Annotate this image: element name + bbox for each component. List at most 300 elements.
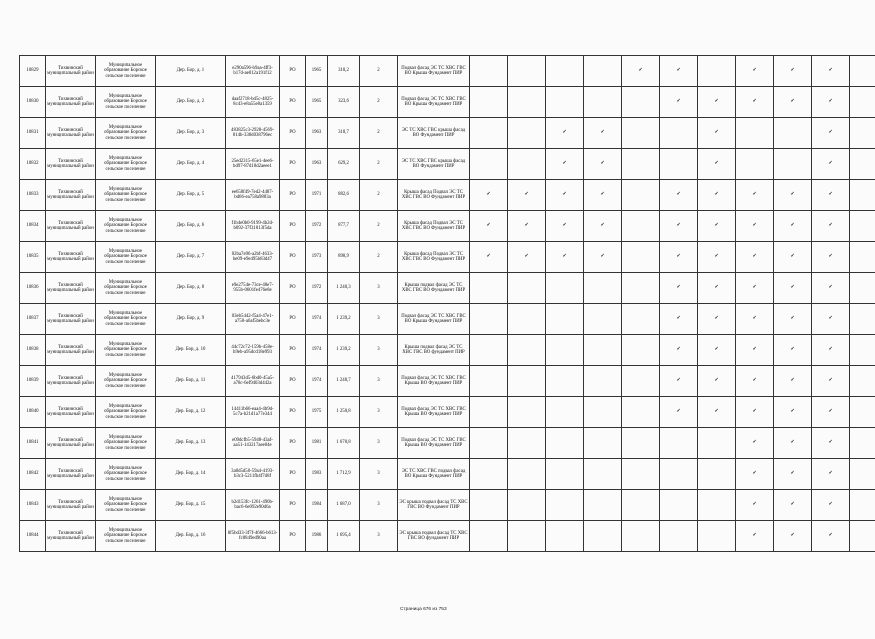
checkmark-icon: ✓ (622, 56, 660, 87)
empty-work-cell (470, 366, 508, 397)
district-cell: Тихвинский муниципальный район (46, 180, 96, 211)
municipality-cell: Муниципальное образование Борское сельское поселение (96, 242, 156, 273)
municipality-cell: Муниципальное образование Борское сельское поселение (96, 428, 156, 459)
empty-work-cell (774, 149, 812, 180)
fund-form-cell: РО (280, 366, 306, 397)
row-number: 10839 (20, 366, 46, 397)
checkmark-icon: ✓ (660, 335, 698, 366)
fund-form-cell: РО (280, 521, 306, 552)
checkmark-icon: ✓ (736, 87, 774, 118)
district-cell: Тихвинский муниципальный район (46, 211, 96, 242)
fund-form-cell: РО (280, 118, 306, 149)
fund-form-cell: РО (280, 180, 306, 211)
empty-work-cell (546, 273, 584, 304)
address-cell: Дер. Бор, д. 15 (156, 490, 226, 521)
empty-work-cell (584, 304, 622, 335)
row-number: 10834 (20, 211, 46, 242)
area-cell: 629,2 (328, 149, 360, 180)
fund-form-cell: РО (280, 490, 306, 521)
empty-work-cell (508, 335, 546, 366)
checkmark-icon: ✓ (470, 180, 508, 211)
year-built-cell: 1963 (306, 118, 328, 149)
empty-work-cell (622, 428, 660, 459)
empty-work-cell (508, 304, 546, 335)
floors-count-cell: 3 (360, 273, 398, 304)
works-list-cell: Подвал фасад ЭС ТС ХВС ГВС Крыша ВО Фундамент ПИР (398, 428, 470, 459)
empty-work-cell (546, 397, 584, 428)
empty-work-cell (470, 397, 508, 428)
municipality-cell: Муниципальное образование Борское сельское поселение (96, 366, 156, 397)
municipality-cell: Муниципальное образование Борское сельское поселение (96, 118, 156, 149)
checkmark-icon: ✓ (736, 335, 774, 366)
municipality-cell: Муниципальное образование Борское сельское поселение (96, 87, 156, 118)
area-cell: 1 687,0 (328, 490, 360, 521)
checkmark-icon: ✓ (774, 366, 812, 397)
municipality-cell: Муниципальное образование Борское сельское поселение (96, 397, 156, 428)
address-cell: Дер. Бор, д. 12 (156, 397, 226, 428)
checkmark-icon: ✓ (698, 273, 736, 304)
checkmark-icon: ✓ (774, 490, 812, 521)
empty-work-cell (584, 490, 622, 521)
municipality-cell: Муниципальное образование Борское сельское поселение (96, 490, 156, 521)
checkmark-icon: ✓ (470, 242, 508, 273)
table-row (20, 273, 875, 304)
checkmark-icon: ✓ (774, 87, 812, 118)
empty-work-cell (850, 335, 875, 366)
checkmark-icon: ✓ (774, 211, 812, 242)
floors-count-cell: 2 (360, 211, 398, 242)
empty-work-cell (850, 428, 875, 459)
empty-work-cell (660, 521, 698, 552)
checkmark-icon: ✓ (812, 490, 850, 521)
building-code-cell: e9e2754e-73ce-48e7-955b-0601fe476e8e (226, 273, 280, 304)
municipality-cell: Муниципальное образование Борское сельское поселение (96, 521, 156, 552)
empty-work-cell (622, 304, 660, 335)
empty-work-cell (850, 87, 875, 118)
empty-work-cell (470, 428, 508, 459)
municipality-cell: Муниципальное образование Борское сельское поселение (96, 56, 156, 87)
floors-count-cell: 3 (360, 428, 398, 459)
floors-count-cell: 2 (360, 180, 398, 211)
empty-work-cell (850, 180, 875, 211)
checkmark-icon: ✓ (812, 428, 850, 459)
year-built-cell: 1973 (306, 242, 328, 273)
empty-work-cell (470, 490, 508, 521)
year-built-cell: 1963 (306, 149, 328, 180)
checkmark-icon: ✓ (736, 366, 774, 397)
row-number: 10844 (20, 521, 46, 552)
checkmark-icon: ✓ (698, 211, 736, 242)
row-number: 10841 (20, 428, 46, 459)
works-list-cell: Крыша подвал фасад ЭС ТС ХВС ГВС ВО фундамент ПИР (398, 335, 470, 366)
row-number: 10842 (20, 459, 46, 490)
year-built-cell: 1974 (306, 366, 328, 397)
row-number: 10829 (20, 56, 46, 87)
address-cell: Дер. Бор, д. 10 (156, 335, 226, 366)
building-code-cell: 03eb5442-f5a4-47e1-a758-a6af5bebc3e (226, 304, 280, 335)
table-row (20, 304, 875, 335)
empty-work-cell (546, 428, 584, 459)
year-built-cell: 1965 (306, 87, 328, 118)
floors-count-cell: 3 (360, 304, 398, 335)
works-list-cell: ЭС крыша подвал фасад ТС ХВС ГВС ВО фундамент ПИР (398, 521, 470, 552)
floors-count-cell: 3 (360, 335, 398, 366)
year-built-cell: 1983 (306, 459, 328, 490)
empty-work-cell (508, 428, 546, 459)
empty-work-cell (584, 459, 622, 490)
checkmark-icon: ✓ (736, 304, 774, 335)
checkmark-icon: ✓ (660, 180, 698, 211)
checkmark-icon: ✓ (774, 428, 812, 459)
checkmark-icon: ✓ (698, 397, 736, 428)
fund-form-cell: РО (280, 428, 306, 459)
empty-work-cell (622, 87, 660, 118)
checkmark-icon: ✓ (736, 56, 774, 87)
empty-work-cell (508, 56, 546, 87)
building-code-cell: b2d153fc-1261-490b-bac6-6e092e90d6a (226, 490, 280, 521)
works-list-cell: ЭС крыша подвал фасад ТС ХВС ГВС ВО Фундамент ПИР (398, 490, 470, 521)
year-built-cell: 1984 (306, 490, 328, 521)
district-cell: Тихвинский муниципальный район (46, 459, 96, 490)
year-built-cell: 1971 (306, 180, 328, 211)
fund-form-cell: РО (280, 149, 306, 180)
table-row (20, 521, 875, 552)
checkmark-icon: ✓ (698, 180, 736, 211)
checkmark-icon: ✓ (812, 273, 850, 304)
fund-form-cell: РО (280, 242, 306, 273)
empty-work-cell (850, 149, 875, 180)
row-number: 10833 (20, 180, 46, 211)
checkmark-icon: ✓ (660, 56, 698, 87)
checkmark-icon: ✓ (660, 273, 698, 304)
district-cell: Тихвинский муниципальный район (46, 397, 96, 428)
year-built-cell: 1981 (306, 428, 328, 459)
checkmark-icon: ✓ (660, 211, 698, 242)
checkmark-icon: ✓ (698, 366, 736, 397)
empty-work-cell (546, 459, 584, 490)
building-code-cell: 44c72c72-159b-458e-b9eb-a95dcd18e993 (226, 335, 280, 366)
checkmark-icon: ✓ (812, 242, 850, 273)
area-cell: 323,6 (328, 87, 360, 118)
empty-work-cell (470, 521, 508, 552)
empty-work-cell (584, 428, 622, 459)
works-list-cell: Крыша фасад Подвал ЭС ТС ХВС ГВС ВО Фундамент ПИР (398, 180, 470, 211)
works-list-cell: Подвал фасад ЭС ТС ХВС ГВС ВО Крыша Фундамент ПИР (398, 87, 470, 118)
checkmark-icon: ✓ (584, 242, 622, 273)
works-list-cell: ЭС ТС ХВС ГВС крыша фасад ВО Фундамент ПИР (398, 149, 470, 180)
building-code-cell: 14411b66-eaa4-4b9d-5c7a-b21d1a77e344 (226, 397, 280, 428)
table-row (20, 118, 875, 149)
empty-work-cell (584, 273, 622, 304)
address-cell: Дер. Бор, д. 5 (156, 180, 226, 211)
district-cell: Тихвинский муниципальный район (46, 118, 96, 149)
area-cell: 1 239,2 (328, 335, 360, 366)
area-cell: 1 240,3 (328, 273, 360, 304)
empty-work-cell (736, 118, 774, 149)
fund-form-cell: РО (280, 397, 306, 428)
floors-count-cell: 2 (360, 149, 398, 180)
fund-form-cell: РО (280, 56, 306, 87)
building-code-cell: 02ba7e96-a2bf-4633-be09-e9e495b83d47 (226, 242, 280, 273)
checkmark-icon: ✓ (812, 87, 850, 118)
checkmark-icon: ✓ (660, 397, 698, 428)
works-list-cell: Крыша фасад Подвал ЭС ТС ХВС ГВС ВО Фундамент ПИР (398, 242, 470, 273)
works-list-cell: Подвал фасад ЭС ТС ХВС ГВС ВО Крыша Фундамент ПИР (398, 304, 470, 335)
address-cell: Дер. Бор, д. 13 (156, 428, 226, 459)
fund-form-cell: РО (280, 211, 306, 242)
district-cell: Тихвинский муниципальный район (46, 149, 96, 180)
empty-work-cell (622, 149, 660, 180)
district-cell: Тихвинский муниципальный район (46, 242, 96, 273)
checkmark-icon: ✓ (812, 211, 850, 242)
checkmark-icon: ✓ (736, 459, 774, 490)
empty-work-cell (508, 149, 546, 180)
district-cell: Тихвинский муниципальный район (46, 490, 96, 521)
checkmark-icon: ✓ (584, 149, 622, 180)
checkmark-icon: ✓ (774, 521, 812, 552)
district-cell: Тихвинский муниципальный район (46, 304, 96, 335)
checkmark-icon: ✓ (774, 397, 812, 428)
area-cell: 1 248,7 (328, 366, 360, 397)
district-cell: Тихвинский муниципальный район (46, 428, 96, 459)
building-code-cell: e09dcfb5-5948-43af-aa51-143217aee04e (226, 428, 280, 459)
floors-count-cell: 2 (360, 87, 398, 118)
address-cell: Дер. Бор, д. 2 (156, 87, 226, 118)
building-code-cell: f1b4e0b0-9199-4b2d-b092-37f31813f5da (226, 211, 280, 242)
area-cell: 1 695,4 (328, 521, 360, 552)
empty-work-cell (470, 304, 508, 335)
building-code-cell: e290a596-b9aa-4ff3-b17d-ae012a191f12 (226, 56, 280, 87)
area-cell: 1 250,8 (328, 397, 360, 428)
area-cell: 318,2 (328, 56, 360, 87)
empty-work-cell (850, 273, 875, 304)
row-number: 10832 (20, 149, 46, 180)
municipality-cell: Муниципальное образование Борское сельское поселение (96, 211, 156, 242)
empty-work-cell (660, 459, 698, 490)
empty-work-cell (508, 459, 546, 490)
empty-work-cell (698, 459, 736, 490)
empty-work-cell (546, 490, 584, 521)
works-list-cell: ЭС ТС ХВС ГВС крыша фасад ВО Фундамент ПИР (398, 118, 470, 149)
area-cell: 882,6 (328, 180, 360, 211)
empty-work-cell (850, 366, 875, 397)
checkmark-icon: ✓ (774, 304, 812, 335)
fund-form-cell: РО (280, 459, 306, 490)
works-list-cell: Подвал фасад ЭС ТС ХВС ГВС ВО Крыша Фундамент ПИР (398, 56, 470, 87)
empty-work-cell (622, 397, 660, 428)
empty-work-cell (622, 366, 660, 397)
floors-count-cell: 2 (360, 242, 398, 273)
table-row (20, 490, 875, 521)
floors-count-cell: 2 (360, 118, 398, 149)
checkmark-icon: ✓ (812, 304, 850, 335)
area-cell: 898,9 (328, 242, 360, 273)
checkmark-icon: ✓ (736, 211, 774, 242)
works-list-cell: Подвал фасад ЭС ТС ХВС ГВС Крыша ВО Фундамент ПИР (398, 397, 470, 428)
checkmark-icon: ✓ (774, 242, 812, 273)
floors-count-cell: 3 (360, 397, 398, 428)
empty-work-cell (850, 521, 875, 552)
floors-count-cell: 3 (360, 366, 398, 397)
area-cell: 1 712,9 (328, 459, 360, 490)
floors-count-cell: 3 (360, 459, 398, 490)
fund-form-cell: РО (280, 273, 306, 304)
floors-count-cell: 2 (360, 56, 398, 87)
checkmark-icon: ✓ (508, 211, 546, 242)
building-code-cell: 483825c3-2928-4569-814b-338d038796ec (226, 118, 280, 149)
checkmark-icon: ✓ (774, 56, 812, 87)
checkmark-icon: ✓ (812, 118, 850, 149)
checkmark-icon: ✓ (736, 242, 774, 273)
empty-work-cell (508, 118, 546, 149)
checkmark-icon: ✓ (698, 149, 736, 180)
checkmark-icon: ✓ (698, 118, 736, 149)
checkmark-icon: ✓ (736, 521, 774, 552)
checkmark-icon: ✓ (698, 335, 736, 366)
address-cell: Дер. Бор, д. 4 (156, 149, 226, 180)
empty-work-cell (470, 87, 508, 118)
row-number: 10836 (20, 273, 46, 304)
empty-work-cell (622, 273, 660, 304)
empty-work-cell (508, 366, 546, 397)
building-code-cell: 8f5bd33-3f7f-4666-b613-fc8849ed90aa (226, 521, 280, 552)
address-cell: Дер. Бор, д. 8 (156, 273, 226, 304)
checkmark-icon: ✓ (812, 180, 850, 211)
table-row (20, 242, 875, 273)
checkmark-icon: ✓ (546, 149, 584, 180)
checkmark-icon: ✓ (698, 304, 736, 335)
checkmark-icon: ✓ (660, 366, 698, 397)
empty-work-cell (622, 180, 660, 211)
works-list-cell: Подвал фасад ЭС ТС ХВС ГВС Крыша ВО Фундамент ПИР (398, 366, 470, 397)
checkmark-icon: ✓ (698, 87, 736, 118)
district-cell: Тихвинский муниципальный район (46, 521, 96, 552)
empty-work-cell (698, 56, 736, 87)
fund-form-cell: РО (280, 304, 306, 335)
checkmark-icon: ✓ (546, 118, 584, 149)
checkmark-icon: ✓ (736, 490, 774, 521)
works-list-cell: Крыша подвал фасад ЭС ТС ХВС ГВС ВО Фундамент ПИР (398, 273, 470, 304)
area-cell: 1 670,8 (328, 428, 360, 459)
address-cell: Дер. Бор, д. 11 (156, 366, 226, 397)
empty-work-cell (850, 490, 875, 521)
empty-work-cell (470, 56, 508, 87)
empty-work-cell (622, 521, 660, 552)
empty-work-cell (508, 87, 546, 118)
checkmark-icon: ✓ (584, 180, 622, 211)
empty-work-cell (470, 118, 508, 149)
district-cell: Тихвинский муниципальный район (46, 366, 96, 397)
empty-work-cell (470, 273, 508, 304)
empty-work-cell (584, 87, 622, 118)
empty-work-cell (850, 242, 875, 273)
empty-work-cell (546, 87, 584, 118)
empty-work-cell (698, 490, 736, 521)
empty-work-cell (584, 366, 622, 397)
empty-work-cell (850, 459, 875, 490)
empty-work-cell (850, 56, 875, 87)
floors-count-cell: 3 (360, 521, 398, 552)
empty-work-cell (546, 56, 584, 87)
municipality-cell: Муниципальное образование Борское сельское поселение (96, 459, 156, 490)
empty-work-cell (546, 521, 584, 552)
row-number: 10835 (20, 242, 46, 273)
address-cell: Дер. Бор, д. 9 (156, 304, 226, 335)
address-cell: Дер. Бор, д. 6 (156, 211, 226, 242)
address-cell: Дер. Бор, д. 1 (156, 56, 226, 87)
row-number: 10830 (20, 87, 46, 118)
empty-work-cell (850, 118, 875, 149)
row-number: 10838 (20, 335, 46, 366)
building-code-cell: 25ed2315-65e1-4ee6-bd97-87d18d2aeee1 (226, 149, 280, 180)
empty-work-cell (584, 335, 622, 366)
building-code-cell: ee658f49-7ed2-4487-bd66-ea758a9883a (226, 180, 280, 211)
empty-work-cell (470, 459, 508, 490)
row-number: 10837 (20, 304, 46, 335)
checkmark-icon: ✓ (508, 180, 546, 211)
table-row (20, 87, 875, 118)
checkmark-icon: ✓ (812, 149, 850, 180)
year-built-cell: 1974 (306, 335, 328, 366)
municipality-cell: Муниципальное образование Борское сельское поселение (96, 273, 156, 304)
area-cell: 1 239,2 (328, 304, 360, 335)
checkmark-icon: ✓ (736, 397, 774, 428)
empty-work-cell (622, 459, 660, 490)
empty-work-cell (622, 118, 660, 149)
checkmark-icon: ✓ (546, 180, 584, 211)
fund-form-cell: РО (280, 335, 306, 366)
table-row (20, 56, 875, 87)
empty-work-cell (660, 490, 698, 521)
year-built-cell: 1974 (306, 304, 328, 335)
address-cell: Дер. Бор, д. 16 (156, 521, 226, 552)
checkmark-icon: ✓ (546, 211, 584, 242)
empty-work-cell (660, 149, 698, 180)
checkmark-icon: ✓ (774, 273, 812, 304)
checkmark-icon: ✓ (584, 211, 622, 242)
table-row (20, 335, 875, 366)
building-code-cell: 3a0d5d50-59a4-4193-b3c3-5211fb4f7d8f (226, 459, 280, 490)
empty-work-cell (470, 335, 508, 366)
checkmark-icon: ✓ (812, 366, 850, 397)
district-cell: Тихвинский муниципальный район (46, 335, 96, 366)
checkmark-icon: ✓ (698, 242, 736, 273)
checkmark-icon: ✓ (660, 87, 698, 118)
checkmark-icon: ✓ (812, 521, 850, 552)
district-cell: Тихвинский муниципальный район (46, 273, 96, 304)
empty-work-cell (736, 149, 774, 180)
municipality-cell: Муниципальное образование Борское сельское поселение (96, 335, 156, 366)
municipality-cell: Муниципальное образование Борское сельское поселение (96, 304, 156, 335)
checkmark-icon: ✓ (774, 335, 812, 366)
empty-work-cell (698, 428, 736, 459)
building-code-cell: 417943d5-6bd0-45a5-a78c-6ef9403d442a (226, 366, 280, 397)
address-cell: Дер. Бор, д. 3 (156, 118, 226, 149)
area-cell: 318,7 (328, 118, 360, 149)
empty-work-cell (622, 335, 660, 366)
table-row (20, 149, 875, 180)
year-built-cell: 1975 (306, 397, 328, 428)
empty-work-cell (660, 118, 698, 149)
works-list-cell: Крыша фасад Подвал ЭС ТС ХВС ГВС ВО Фундамент ПИР (398, 211, 470, 242)
empty-work-cell (508, 273, 546, 304)
empty-work-cell (622, 211, 660, 242)
row-number: 10843 (20, 490, 46, 521)
table-row (20, 366, 875, 397)
checkmark-icon: ✓ (660, 242, 698, 273)
district-cell: Тихвинский муниципальный район (46, 87, 96, 118)
checkmark-icon: ✓ (774, 180, 812, 211)
